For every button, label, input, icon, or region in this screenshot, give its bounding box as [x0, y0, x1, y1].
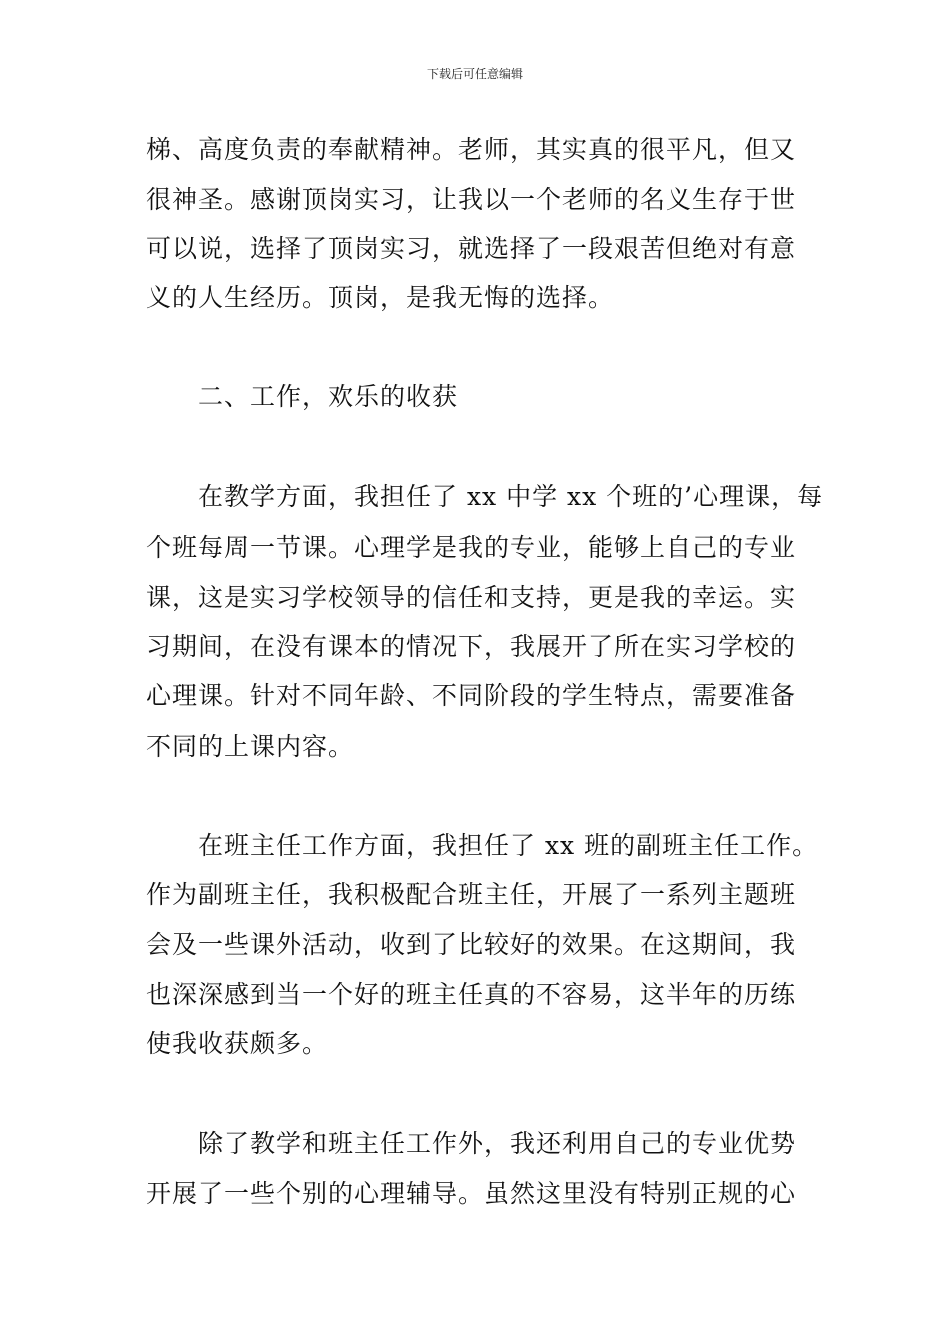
body-line: 使我收获颇多。 — [146, 1029, 329, 1058]
body-line: 习期间，在没有课本的情况下，我展开了所在实习学校的 — [146, 632, 797, 661]
body-line: 作为副班主任，我积极配合班主任，开展了一系列主题班 — [146, 880, 797, 909]
page-header: 下载后可任意编辑 — [426, 67, 523, 81]
body-line: 梯、高度负责的奉献精神。老师，其实真的很平凡，但又 — [146, 135, 797, 164]
body-line: 开展了一些个别的心理辅导。虽然这里没有特别正规的心 — [146, 1179, 797, 1208]
body-line: 个班每周一节课。心理学是我的专业，能够上自己的专业 — [146, 533, 797, 562]
body-line: 会及一些课外活动，收到了比较好的效果。在这期间，我 — [146, 930, 797, 959]
body-line: 义的人生经历。顶岗，是我无悔的选择。 — [146, 283, 615, 312]
body-line: 也深深感到当一个好的班主任真的不容易，这半年的历练 — [146, 980, 797, 1009]
body-line: 在班主任工作方面，我担任了 xx 班的副班主任工作。 — [146, 831, 819, 860]
body-line: 可以说，选择了顶岗实习，就选择了一段艰苦但绝对有意 — [146, 234, 797, 263]
body-line: 很神圣。感谢顶岗实习，让我以一个老师的名义生存于世 — [146, 185, 797, 214]
section-heading: 二、工作，欢乐的收获 — [146, 382, 459, 411]
body-line: 除了教学和班主任工作外，我还利用自己的专业优势 — [146, 1129, 797, 1158]
body-line: 心理课。针对不同年龄、不同阶段的学生特点，需要准备 — [146, 681, 797, 710]
body-line: 不同的上课内容。 — [146, 732, 355, 761]
body-line: 在教学方面，我担任了 xx 中学 xx 个班的’心理课，每 — [146, 482, 824, 511]
body-line: 课，这是实习学校领导的信任和支持，更是我的幸运。实 — [146, 583, 797, 612]
